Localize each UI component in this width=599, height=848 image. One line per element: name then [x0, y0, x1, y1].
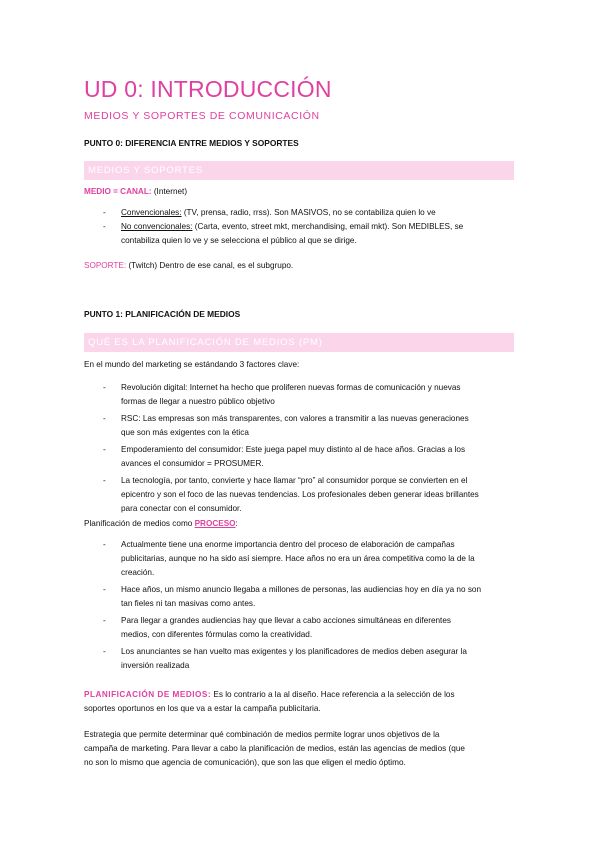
factors-item-line: Revolución digital: Internet ha hecho que proliferen nuevas formas de comunicación y nuevas: [121, 383, 461, 392]
soporte-text: (Twitch) Dentro de ese canal, es el subgrupo.: [128, 261, 294, 270]
pm-text: Es lo contrario a la al diseño. Hace referencia a la selección de los: [213, 690, 455, 699]
bullet-dash: -: [103, 208, 106, 217]
noconv-line-2: contabiliza quien lo ve y se selecciona el público al que se dirige.: [121, 236, 357, 245]
factors-item-line: para conectar con el consumidor.: [121, 504, 242, 513]
medio-label: MEDIO = CANAL:: [84, 187, 152, 196]
pm-line-2: soportes oportunos en los que va a estar la campaña publicitaria.: [84, 704, 321, 713]
factors-intro: En el mundo del marketing se estándando 3 factores clave:: [84, 360, 300, 369]
bullet-dash: -: [103, 540, 106, 549]
proceso-word: PROCESO: [194, 519, 236, 528]
proceso_items-item-line: Hace años, un mismo anuncio llegaba a millones de personas, las audiencias hoy en día ya no son: [121, 585, 482, 594]
section-bar-medios: [84, 161, 514, 180]
bullet-dash: -: [103, 616, 106, 625]
bullet-dash: -: [103, 383, 106, 392]
noconv-text: (Carta, evento, street mkt, merchandising, email mkt). Son MEDIBLES, se: [194, 222, 464, 231]
medio-text: (Internet): [153, 187, 188, 196]
proceso_items-item-line: Para llegar a grandes audiencias hay que llevar a cabo acciones simultáneas en diferentes: [121, 616, 451, 625]
factors-item-line: que son más exigentes con la ética: [121, 428, 249, 437]
conv-text: (TV, prensa, radio, rrss). Son MASIVOS, no se contabiliza quien lo ve: [183, 208, 436, 217]
bullet-dash: -: [103, 414, 106, 423]
conv-line: [121, 209, 436, 217]
estrategia-line: Estrategia que permite determinar qué combinación de medios permite lograr unos objetivos de la: [84, 730, 440, 739]
factors-item-line: La tecnología, por tanto, convierte y hace llamar “pro” al consumidor porque se convierten en el: [121, 476, 468, 485]
factors-item-line: formas de llegar a nuestro público objetivo: [121, 397, 275, 406]
noconv-label: No convencionales:: [121, 222, 193, 231]
estrategia-line: no son lo mismo que agencia de comunicación), que son las que eligen el medio óptimo.: [84, 758, 406, 767]
factors-item-line: Empoderamiento del consumidor: Este juega papel muy distinto al de hace años. Gracias a los: [121, 445, 466, 454]
punto1-heading: PUNTO 1: PLANIFICACIÓN DE MEDIOS: [84, 309, 241, 319]
noconv-line: [121, 223, 463, 231]
proceso_items-item-line: creación.: [121, 568, 155, 577]
page-subtitle: MEDIOS Y SOPORTES DE COMUNICACIÓN: [84, 110, 320, 122]
bullet-dash: -: [103, 647, 106, 656]
section-bar-pm: [84, 333, 514, 352]
proceso-line: [84, 520, 238, 528]
factors-item-line: epicentro y son el foco de las nuevas tendencias. Los profesionales deben generar ideas brillantes: [121, 490, 479, 499]
bullet-dash: -: [103, 585, 106, 594]
proceso_items-item-line: publicitarias, aunque no ha sido así siempre. Hace años no era un área competitiva como la de la: [121, 554, 475, 563]
proceso_items-item-line: tan fieles ni tan masivas como antes.: [121, 599, 256, 608]
punto0-heading: PUNTO 0: DIFERENCIA ENTRE MEDIOS Y SOPORTES: [84, 138, 299, 148]
medio-line: [84, 188, 187, 196]
proceso_items-item-line: medios, con diferentes fórmulas como la creatividad.: [121, 630, 313, 639]
bullet-dash: -: [103, 445, 106, 454]
conv-label: Convencionales:: [121, 208, 182, 217]
bullet-dash: -: [103, 222, 106, 231]
section-bar-label: MEDIOS Y SOPORTES: [88, 165, 203, 176]
proceso-prefix: Planificación de medios como: [84, 519, 195, 528]
factors-item-line: RSC: Las empresas son más transparentes, con valores a transmitir a las nuevas generaciones: [121, 414, 469, 423]
proceso_items-item-line: inversión realizada: [121, 661, 190, 670]
proceso_items-item-line: Actualmente tiene una enorme importancia dentro del proceso de elaboración de campañas: [121, 540, 455, 549]
factors-item-line: avances el consumidor = PROSUMER.: [121, 459, 264, 468]
soporte-line: [84, 262, 293, 270]
bullet-dash: -: [103, 476, 106, 485]
pm-line: [84, 691, 514, 699]
proceso-suffix: :: [235, 519, 238, 528]
estrategia-line: campaña de marketing. Para llevar a cabo la planificación de medios, están las agencias de medios (que: [84, 744, 465, 753]
proceso_items-item-line: Los anunciantes se han vuelto mas exigentes y los planificadores de medios deben asegurar la: [121, 647, 467, 656]
page-title: UD 0: INTRODUCCIÓN: [84, 76, 332, 102]
pm-label: PLANIFICACIÓN DE MEDIOS:: [84, 690, 212, 699]
section-bar-label: QUÉ ES LA PLANIFICACIÓN DE MEDIOS (PM): [88, 337, 323, 348]
soporte-label: SOPORTE:: [84, 261, 127, 270]
